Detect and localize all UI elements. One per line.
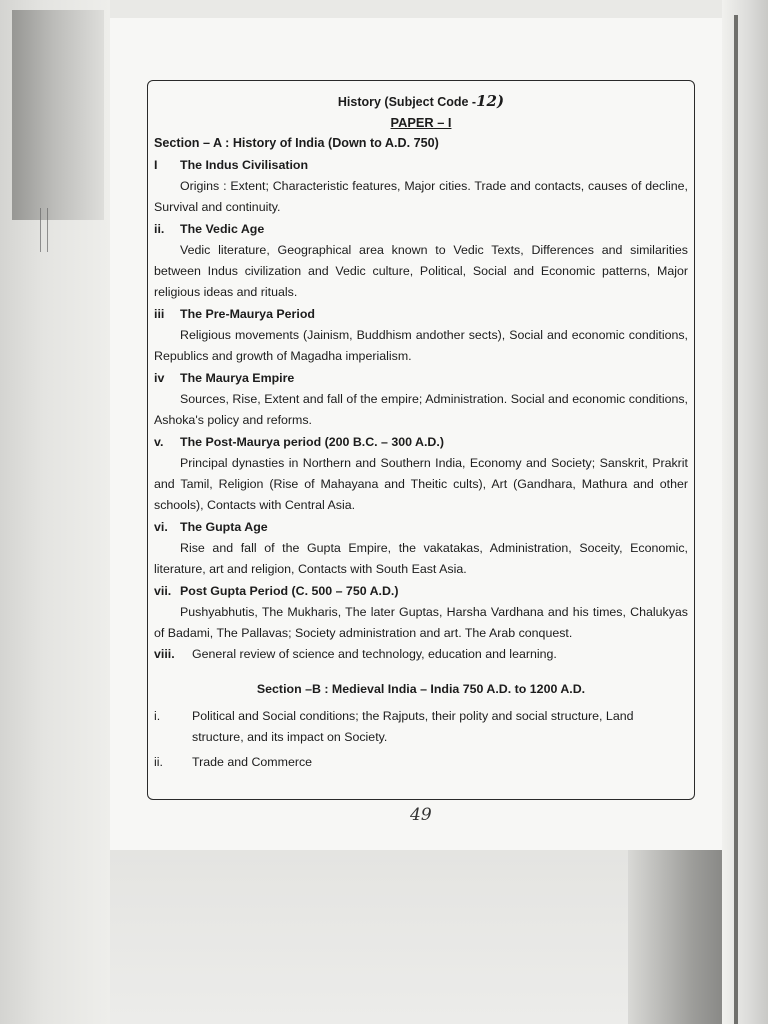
- topic-number: ii.: [154, 222, 165, 236]
- syllabus-box: [147, 80, 695, 800]
- topic-post-gupta: [154, 581, 688, 644]
- scan-right-line: [734, 15, 738, 1024]
- topic-title: The Post-Maurya period (200 B.C. – 300 A.D.): [180, 435, 444, 449]
- topic-text: Origins : Extent; Characteristic features, Major cities. Trade and contacts, causes of decline, Survival and continuity.: [154, 179, 688, 214]
- section-b-heading: Section –B : Medieval India – India 750 A.D. to 1200 A.D.: [256, 682, 586, 696]
- topic-pre-maurya: [154, 304, 688, 367]
- topic-text: Rise and fall of the Gupta Empire, the vakatakas, Administration, Soceity, Economic, literature, art and religion, Contacts with South East Asia.: [154, 541, 688, 576]
- topic-text: Vedic literature, Geographical area known to Vedic Texts, Differences and similarities between Indus civilization and Vedic culture, Political, Social and Economic patterns, Major religious ideas and rituals.: [154, 243, 688, 299]
- topic-maurya-empire: [154, 368, 688, 431]
- topic-title: The Pre-Maurya Period: [180, 307, 315, 321]
- topic-text: General review of science and technology, education and learning.: [192, 647, 557, 661]
- topic-title: The Vedic Age: [180, 222, 265, 236]
- topic-title: Post Gupta Period (C. 500 – 750 A.D.): [180, 584, 399, 598]
- topic-title: The Maurya Empire: [180, 371, 295, 385]
- topic-text: Pushyabhutis, The Mukharis, The later Guptas, Harsha Vardhana and his times, Chalukyas of Badami, The Pallavas; Society administration and art. The Arab conquest.: [154, 605, 688, 640]
- topic-post-maurya: [154, 432, 688, 516]
- list-item: [154, 706, 688, 748]
- topic-science-review: [154, 644, 688, 665]
- topic-indus: [154, 155, 688, 218]
- scan-dark-band: [12, 10, 104, 220]
- topic-gupta-age: [154, 517, 688, 580]
- document-title: [154, 91, 688, 113]
- topic-text: Sources, Rise, Extent and fall of the empire; Administration. Social and economic conditions, Ashoka's policy and reforms.: [154, 392, 688, 427]
- page-number: 49: [410, 805, 432, 825]
- list-item-number: i.: [154, 709, 161, 723]
- topic-number: iv: [154, 371, 165, 385]
- title-text: History (Subject Code -: [337, 95, 477, 109]
- topic-number: v.: [154, 435, 164, 449]
- list-item-number: ii.: [154, 755, 163, 769]
- handwritten-subject-code: 12): [476, 92, 505, 110]
- list-item: [154, 752, 688, 773]
- topic-number: I: [154, 158, 158, 172]
- section-a-heading: Section – A : History of India (Down to A.D. 750): [154, 136, 439, 150]
- topic-number: vi.: [154, 520, 168, 534]
- paper-heading: PAPER – I: [390, 115, 452, 130]
- list-item-text: Political and Social conditions; the Rajputs, their polity and social structure, Land structure, and its impact on Society.: [192, 709, 634, 744]
- topic-vedic-age: [154, 219, 688, 303]
- list-item-text: Trade and Commerce: [192, 755, 313, 769]
- scan-right-edge: [722, 0, 768, 1024]
- topic-title: The Indus Civilisation: [180, 158, 309, 172]
- topic-number: viii.: [154, 647, 175, 661]
- topic-text: Religious movements (Jainism, Buddhism andother sects), Social and economic conditions, Republics and growth of Magadha imperialism.: [154, 328, 688, 363]
- topic-number: vii.: [154, 584, 172, 598]
- margin-mark: [40, 208, 48, 252]
- topic-title: The Gupta Age: [180, 520, 268, 534]
- topic-text: Principal dynasties in Northern and Southern India, Economy and Society; Sanskrit, Prakrit and Tamil, Religion (Rise of Mahayana and Theitic cults), Art (Gandhara, Mathura and other schools), Contacts with Central Asia.: [154, 456, 688, 512]
- topic-number: iii: [154, 307, 165, 321]
